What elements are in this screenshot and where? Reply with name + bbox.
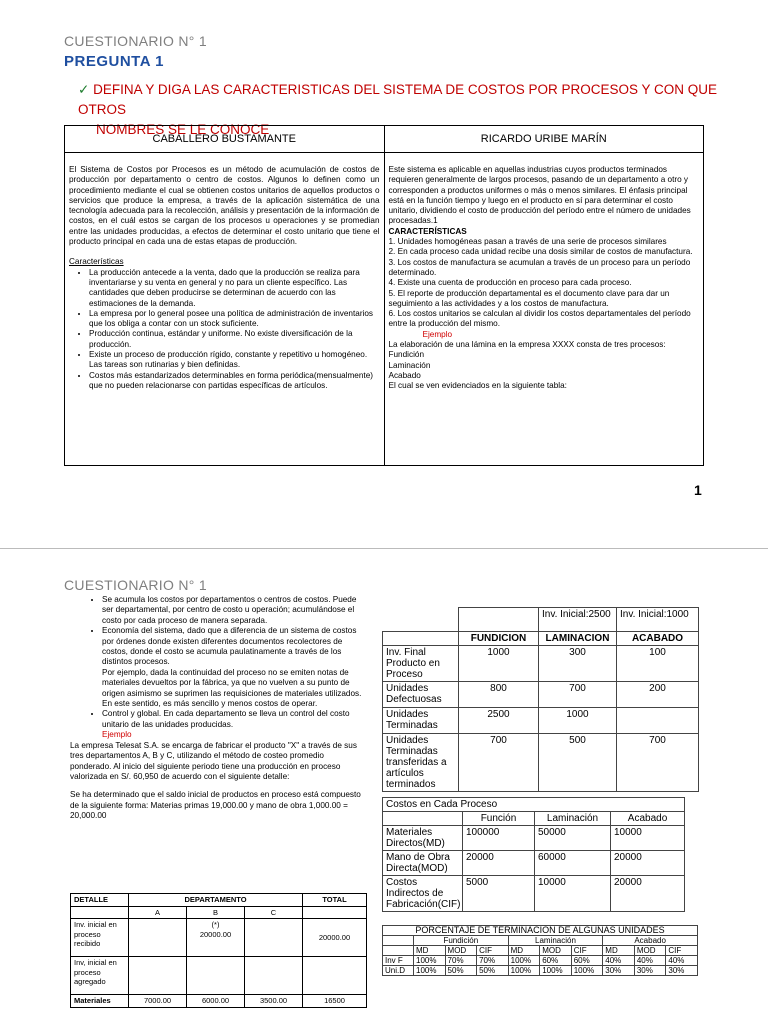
col2-intro: Este sistema es aplicable en aquellas industrias cuyos productos terminados requieren generalmente de largos procesos, pasando de un departamento a otro y corresponden a productos uniformes o más o menos similares. El énfasis principal está en la función tiempo y luego en el producto en sí para determinar el costo unitario, dividiendo el costo de producción del período entre el número de unidades procesadas.1 bbox=[388, 165, 691, 226]
inv-inicial: Inv. Inicial:1000 bbox=[617, 608, 699, 632]
table-row: Inv, inicial en proceso agregado bbox=[71, 957, 367, 995]
group-header: Laminación bbox=[508, 936, 603, 946]
definitions-table bbox=[64, 125, 704, 466]
dept-label: B bbox=[187, 906, 245, 919]
col1-bullets bbox=[69, 268, 380, 392]
page-header: CUESTIONARIO N° 1 bbox=[64, 33, 207, 49]
list-item: • La producción antecede a la venta, dado que la producción se realiza para inventariarse y su venta en general y no para un cliente específico. Las cantidades que deben producirse se determinan de acuerdo con las estimaciones de la demanda. bbox=[89, 268, 380, 309]
page-break bbox=[0, 548, 768, 549]
example-line: Fundición bbox=[388, 350, 425, 360]
cost-table-title: Costos en Cada Proceso bbox=[383, 798, 685, 812]
detail-table bbox=[70, 893, 367, 1008]
col2-body bbox=[384, 153, 704, 466]
column-header: Laminación bbox=[535, 812, 611, 826]
page2-bullets bbox=[64, 595, 366, 668]
column-header: Función bbox=[463, 812, 535, 826]
list-item: • Costos más estandarizados determinables en forma periódica(mensualmente) que no pueden relacionarse con partidas específicas de artículos. bbox=[89, 371, 380, 392]
inv-inicial: Inv. Inicial:2500 bbox=[539, 608, 617, 632]
detail-header: DETALLE bbox=[71, 894, 129, 907]
question-number: PREGUNTA 1 bbox=[64, 53, 165, 70]
col2-char-title: CARACTERÍSTICAS bbox=[388, 226, 467, 236]
table-row: Inv. Final Producto en Proceso 1000 300 100 bbox=[383, 646, 699, 682]
col1-intro: El Sistema de Costos por Procesos es un método de acumulación de costos de producción por departamento o centro de costos. Algunos lo definen como un procedimiento mediante el cual se obtienen costos unitarios de aquellos productos o servicios que produce la empresa, a través de la aplicación sistemática de una tecnología adecuada para la recolección, análisis y presentación de la información de costos, en el cuál estos se cargan de los procesos u operaciones y se promedian entre las unidades producidas, a efectos de determinar el costo unitario que tiene el producto principal en cada una de estas etapas de producción. bbox=[69, 165, 380, 247]
units-table bbox=[382, 607, 699, 792]
page2-bullets-2 bbox=[64, 709, 366, 730]
page-header: CUESTIONARIO N° 1 bbox=[64, 577, 207, 593]
table-row: Uni.D 100% 50% 50% 100% 100% 100% 30% 30% 30% bbox=[383, 966, 698, 976]
table-row: Materiales 7000.00 6000.00 3500.00 16500 bbox=[71, 995, 367, 1008]
table-row: Mano de Obra Directa(MOD) 20000 60000 20000 bbox=[383, 851, 685, 876]
check-icon: ✓ bbox=[78, 82, 90, 97]
example-text: La empresa Telesat S.A. se encarga de fabricar el producto "X" a través de sus tres departamentos A, B y C, utilizando el método de costeo promedio ponderado. Al inicio del siguiente periodo tiene una producción en proceso valorizada en S/. 60,950 de acuerdo con el siguiente detalle: bbox=[70, 740, 357, 781]
table-row: Inv F 100% 70% 70% 100% 60% 60% 40% 40% 40% bbox=[383, 956, 698, 966]
dept-label: A bbox=[129, 906, 187, 919]
list-item: 3. Los costos de manufactura se acumulan a través de un proceso para un período determinado. bbox=[388, 257, 691, 277]
example-line: La elaboración de una lámina en la empresa XXXX consta de tres procesos: bbox=[388, 340, 666, 350]
example-line: El cual se ven evidenciados en la siguiente tabla: bbox=[388, 381, 567, 391]
ejemplo-label: Ejemplo bbox=[422, 329, 453, 339]
pct-table-title: PORCENTAJE DE TERMINACION DE ALGUNAS UNIDADES bbox=[383, 926, 698, 936]
detail-header: TOTAL bbox=[303, 894, 367, 907]
group-header: Fundición bbox=[414, 936, 509, 946]
column-header: ACABADO bbox=[617, 632, 699, 646]
list-item: • La empresa por lo general posee una política de administración de inventarios que los obliga a contar con un stock suficiente. bbox=[89, 309, 380, 330]
list-item: 2. En cada proceso cada unidad recibe una dosis similar de costos de manufactura. bbox=[388, 247, 693, 257]
col2-title: RICARDO URIBE MARÍN bbox=[384, 126, 704, 153]
cost-table bbox=[382, 797, 685, 912]
list-item: • Control y global. En cada departamento se lleva un control del costo unitario de las unidades producidas. bbox=[102, 709, 366, 730]
list-item: 1. Unidades homogéneas pasan a través de una serie de procesos similares bbox=[388, 237, 667, 247]
list-item: • Se acumula los costos por departamentos o centros de costos. Puede ser departamental, por centro de costo u operación; acumulándose el costo por cada proceso de manera separada. bbox=[102, 595, 366, 626]
list-item: • Producción continua, estándar y uniforme. No existe diversificación de la producción. bbox=[89, 329, 380, 350]
bullet-extra: Por ejemplo, dada la continuidad del proceso no se emiten notas de materiales devueltos por la fábrica, ya que no vuelven a su punto de origen asimismo se suprimen las requisiciones de materiales utilizados. En este sentido, es más sencillo y menos costos de operar. bbox=[102, 667, 362, 709]
list-item: • Existe un proceso de producción rígido, constante y repetitivo u homogéneo. Las tareas son rutinarias y bien definidas. bbox=[89, 350, 380, 371]
dept-label: C bbox=[245, 906, 303, 919]
percentage-table: PORCENTAJE DE TERMINACION DE ALGUNAS UNIDADES Fundición Laminación Acabado MD MOD CIF MD MOD CIF MD MOD CIF Inv F 100% 70% 70% 100% 60% 60% 40% 40% 40% Uni.D 100% 50% 50% 100% 100% 100% 30% 30% 30% bbox=[382, 925, 698, 976]
list-item: • Economía del sistema, dado que a diferencia de un sistema de costos por órdenes donde existen diferentes documentos recolectores de costos, donde el costo se acumula paulatinamente a través de los distintos procesos. bbox=[102, 626, 366, 668]
table-row: Unidades Terminadas 2500 1000 bbox=[383, 708, 699, 734]
column-header: FUNDICION bbox=[459, 632, 539, 646]
list-item: 6. Los costos unitarios se calculan al dividir los costos departamentales del período entre la producción del mismo. bbox=[388, 309, 691, 329]
table-row: Inv. inicial en proceso recibido (*) 20000.00 20000.00 bbox=[71, 919, 367, 957]
col1-char-title: Características bbox=[69, 257, 124, 267]
list-item: 4. Existe una cuenta de producción en proceso para cada proceso. bbox=[388, 278, 632, 288]
table-row: Unidades Defectuosas 800 700 200 bbox=[383, 682, 699, 708]
group-header: Acabado bbox=[603, 936, 698, 946]
col1-body bbox=[65, 153, 385, 466]
column-header: Acabado bbox=[611, 812, 685, 826]
example-line: Laminación bbox=[388, 360, 431, 370]
page2-left-text bbox=[64, 595, 366, 895]
detail-header: DEPARTAMENTO bbox=[129, 894, 303, 907]
column-header: LAMINACION bbox=[539, 632, 617, 646]
question-text: ✓ DEFINA Y DIGA LAS CARACTERISTICAS DEL SISTEMA DE COSTOS POR PROCESOS Y CON QUE OTROS NOMBRES SE LE CONOCE bbox=[78, 82, 717, 137]
list-item: 5. El reporte de producción departamental es el documento clave para dar un seguimiento a las actividades y a los costos de manufactura. bbox=[388, 288, 670, 308]
table-row: Materiales Directos(MD) 100000 50000 10000 bbox=[383, 826, 685, 851]
ejemplo-label: Ejemplo bbox=[102, 730, 132, 740]
table-row: Unidades Terminadas transferidas a artículos terminados 700 500 700 bbox=[383, 734, 699, 792]
table-row: Costos Indirectos de Fabricación(CIF) 5000 10000 20000 bbox=[383, 876, 685, 912]
example-text-2: Se ha determinado que el saldo inicial de productos en proceso está compuesto de la siguiente forma: Materias primas 19,000.00 y mano de obra 1,000.00 = 20,000.00 bbox=[70, 790, 361, 821]
example-line: Acabado bbox=[388, 370, 421, 380]
col1-title: CABALLERO BUSTAMANTE bbox=[65, 126, 385, 153]
page-number: 1 bbox=[694, 482, 702, 498]
